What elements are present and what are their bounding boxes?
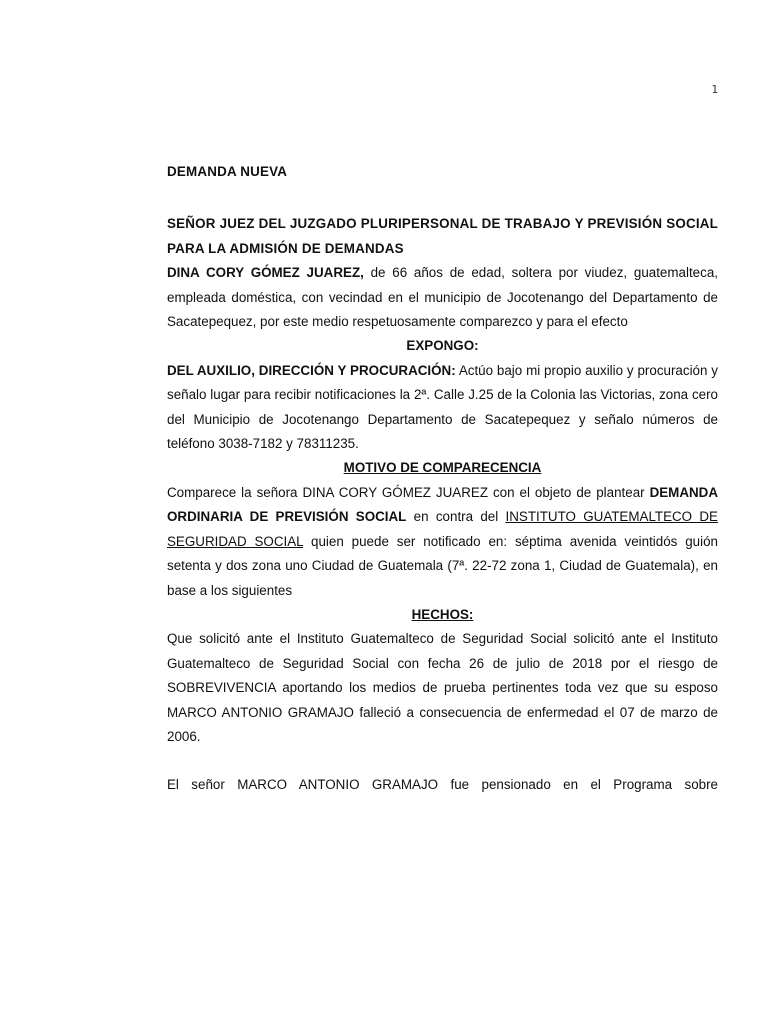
- intro-text: de 66 años de edad, soltera por viudez, guatemalteca, empleada doméstica, con vecindad en el municipio de Jocotenango del Departamento de Sacatepequez, por este medio respetuosamente comparezco y para el efecto: [167, 265, 718, 330]
- auxilio-paragraph: [167, 359, 718, 457]
- auxilio-label: DEL AUXILIO, DIRECCIÓN Y PROCURACIÓN:: [167, 362, 456, 378]
- page-number: 1: [711, 83, 718, 96]
- claimant-name: DINA CORY GÓMEZ JUAREZ,: [167, 265, 364, 281]
- motivo-heading: MOTIVO DE COMPARECENCIA: [343, 460, 542, 476]
- addressee-heading: SEÑOR JUEZ DEL JUZGADO PLURIPERSONAL DE TRABAJO Y PREVISIÓN SOCIAL PARA LA ADMISIÓN DE DEMANDAS: [167, 216, 718, 256]
- document-body: [167, 160, 718, 798]
- intro-paragraph: [167, 261, 718, 334]
- expongo-heading: EXPONGO:: [406, 338, 479, 354]
- defendant-name: INSTITUTO GUATEMALTECO DE SEGURIDAD SOCIAL: [167, 509, 718, 549]
- document-title: DEMANDA NUEVA: [167, 164, 288, 179]
- demand-type: DEMANDA ORDINARIA DE PREVISIÓN SOCIAL: [167, 484, 718, 525]
- hechos-paragraph-1: Que solicitó ante el Instituto Guatemalteco de Seguridad Social solicitó ante el Instituto Guatemalteco de Seguridad Social con fecha 26 de julio de 2018 por el riesgo de SOBREVIVENCIA aportando los medios de prueba pertinentes toda vez que su esposo MARCO ANTONIO GRAMAJO falleció a consecuencia de enfermedad el 07 de marzo de 2006.: [167, 631, 718, 744]
- hechos-heading: HECHOS:: [411, 606, 474, 622]
- motivo-paragraph: Comparece la señora DINA CORY GÓMEZ JUAREZ con el objeto de plantear DEMANDA ORDINARIA DE PREVISIÓN SOCIAL en contra del INSTITUTO GUATEMALTECO DE SEGURIDAD SOCIAL quien puede ser notificado en: séptima avenida veintidós guión setenta y dos zona uno Ciudad de Guatemala (7ª. 22-72 zona 1, Ciudad de Guatemala), en base a los siguientes: [167, 484, 719, 598]
- hechos-paragraph-2: El señor MARCO ANTONIO GRAMAJO fue pensionado en el Programa sobre: [167, 777, 718, 793]
- auxilio-text: Actúo bajo mi propio auxilio y procuración y señalo lugar para recibir notificaciones la 2ª. Calle J.25 de la Colonia las Victorias, zona cero del Municipio de Jocotenango Departamento de Sacatepequez y señalo números de teléfono 3038-7182 y 78311235.: [167, 362, 718, 452]
